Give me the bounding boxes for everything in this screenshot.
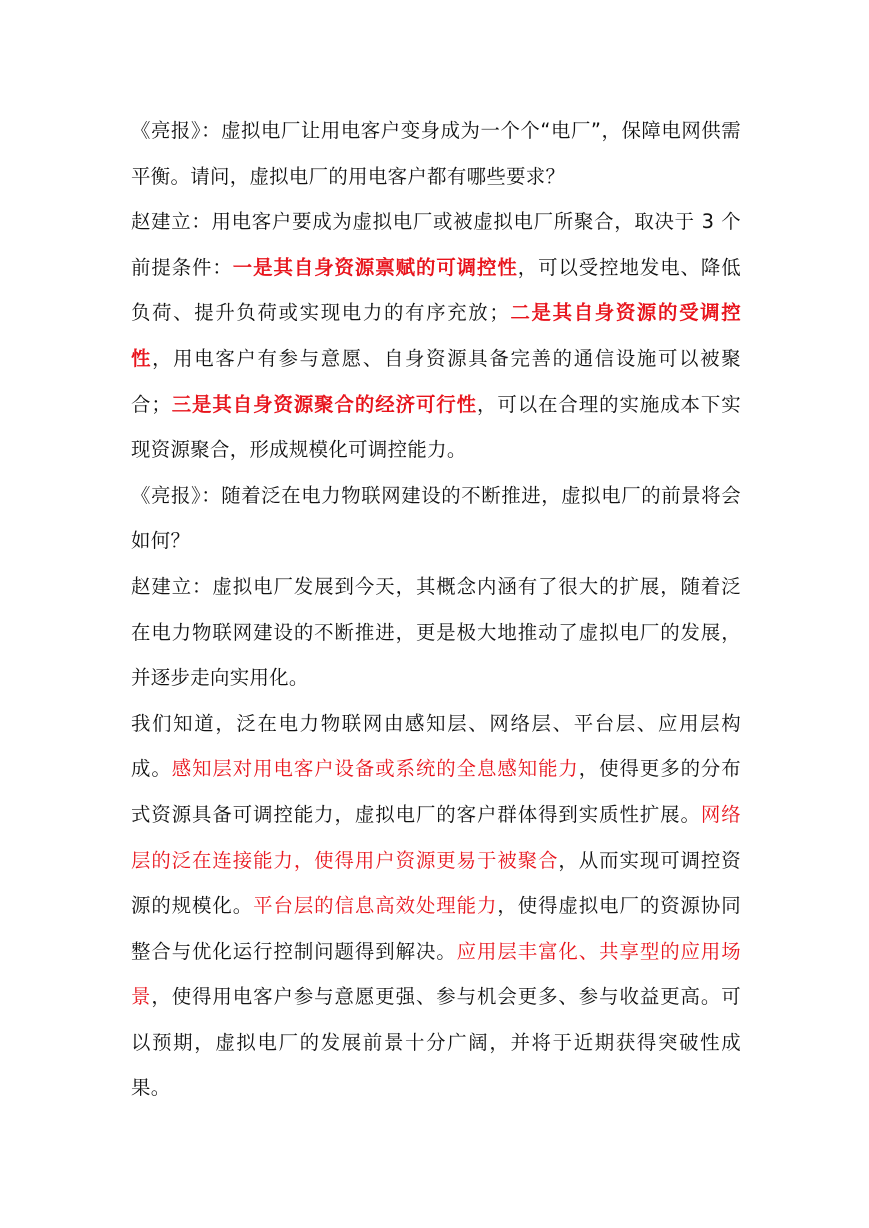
highlight-application-layer: 应用层丰富化、共享型的应用场景 (131, 939, 741, 1009)
answer-text: 赵建立：用电客户要成为虚拟电厂或被虚拟电厂所聚合，取决于 3 个前提条件： (131, 210, 741, 279)
paragraph-question-1 (131, 108, 741, 199)
highlight-condition-1: 一是其自身资源禀赋的可调控性 (232, 255, 518, 279)
question-text: 《亮报》：随着泛在电力物联网建设的不断推进，虚拟电厂的前景将会如何？ (131, 483, 741, 553)
highlight-platform-layer: 平台层的信息高效处理能力 (253, 894, 498, 918)
paragraph-question-2 (131, 473, 741, 564)
paragraph-answer-3 (131, 701, 741, 1111)
answer-text: 赵建立：虚拟电厂发展到今天，其概念内涵有了很大的扩展，随着泛在电力物联网建设的不断推进，更是极大地推动了虚拟电厂的发展，并逐步走向实用化。 (131, 574, 741, 690)
answer-text: ，从而实现可调控资源的规模化。 (131, 848, 741, 918)
answer-text: ，可以在合理的实施成本下实现资源聚合，形成规模化可调控能力。 (131, 392, 741, 462)
highlight-condition-2: 二是其自身资源的受调控性 (131, 301, 741, 370)
answer-text: ，使得更多的分布式资源具备可调控能力，虚拟电厂的客户群体得到实质性扩展。 (131, 757, 742, 826)
highlight-network-layer: 网络层的泛在连接能力，使得用户资源更易于被聚合 (131, 802, 741, 872)
answer-text: ，用电客户有参与意愿、自身资源具备完善的通信设施可以被聚合； (131, 346, 741, 416)
document-page (131, 108, 741, 1111)
answer-text: ，使得用电客户参与意愿更强、参与机会更多、参与收益更高。可以预期，虚拟电厂的发展前景十分广阔，并将于近期获得突破性成果。 (131, 985, 741, 1100)
answer-text: ，使得虚拟电厂的资源协同整合与优化运行控制问题得到解决。 (131, 894, 742, 963)
paragraph-answer-2 (131, 564, 741, 701)
answer-text: ，可以受控地发电、降低负荷、提升负荷或实现电力的有序充放； (131, 255, 742, 325)
highlight-condition-3: 三是其自身资源聚合的经济可行性 (171, 392, 478, 416)
paragraph-answer-1 (131, 199, 741, 473)
answer-text: 我们知道，泛在电力物联网由感知层、网络层、平台层、应用层构成。 (131, 711, 741, 781)
highlight-perception-layer: 感知层对用电客户设备或系统的全息感知能力 (171, 757, 579, 781)
question-text: 《亮报》：虚拟电厂让用电客户变身成为一个个“电厂”，保障电网供需平衡。请问，虚拟电厂的用电客户都有哪些要求？ (131, 119, 741, 188)
